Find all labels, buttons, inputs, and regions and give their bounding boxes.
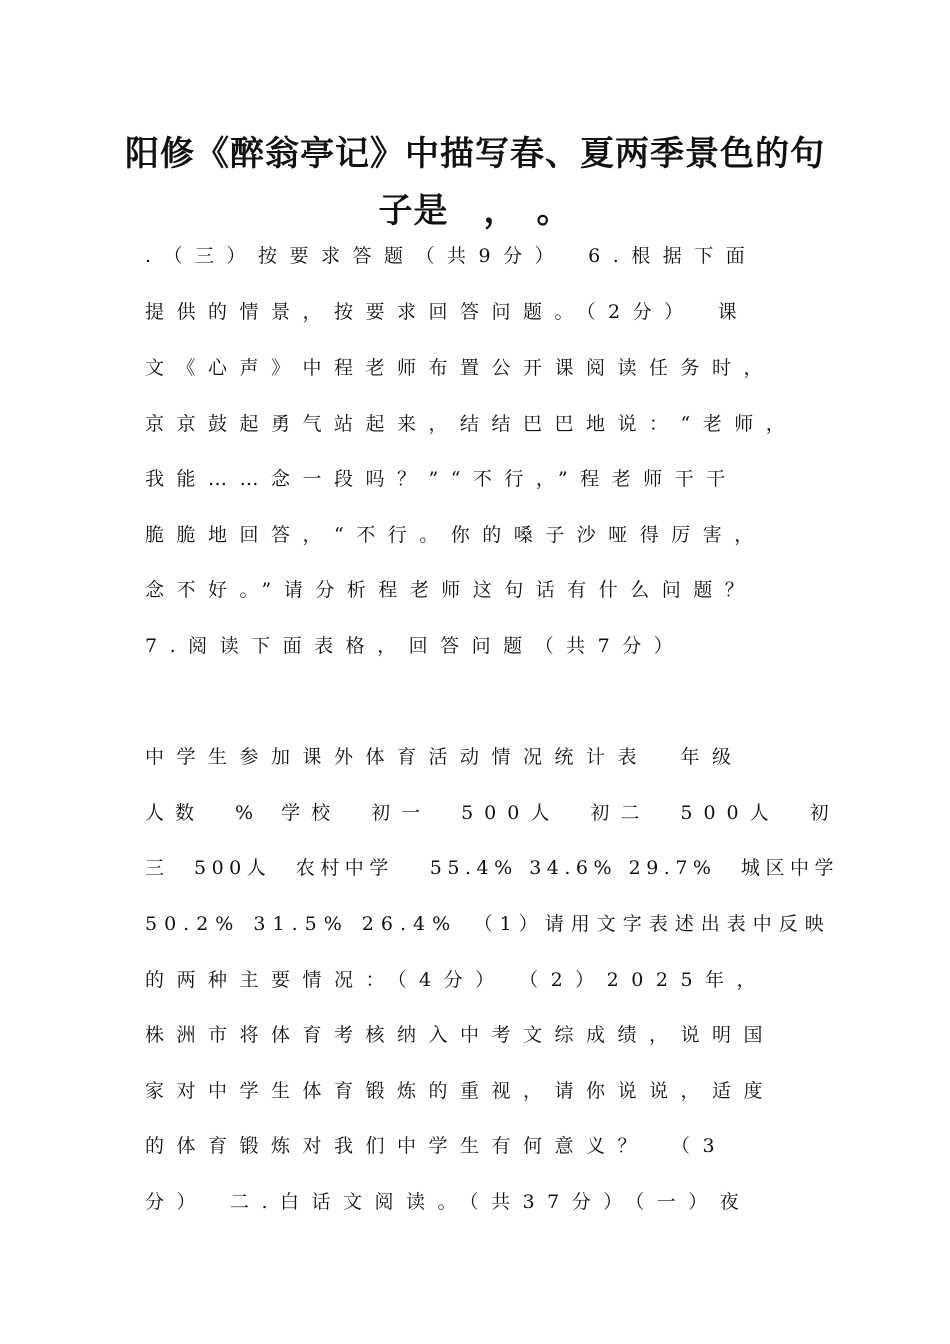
body-line-12: 50.2% 31.5% 26.4% （1）请用文字表述出表中反映 (145, 913, 831, 935)
body-line-13: 的两种主要情况：（4分） （2）2025年， (145, 969, 769, 991)
body-line-3: 文《心声》中程老师布置公开课阅读任务时， (145, 357, 776, 379)
body-line-1: .（三）按要求答题（共9分） 6.根据下面 (145, 245, 758, 267)
body-line-16: 的体育锻炼对我们中学生有何意义？ （3 (145, 1135, 728, 1157)
title-line-1: 阳修《醉翁亭记》中描写春、夏两季景色的句 (125, 134, 825, 174)
body-line-7: 念不好。”请分析程老师这句话有什么问题？ (145, 579, 757, 601)
body-line-11: 三 500人 农村中学 55.4% 34.6% 29.7% 城区中学 (145, 857, 839, 879)
body-line-17: 分） 二.白话文阅读。（共37分）（一）夜 (145, 1191, 752, 1213)
body-line-9: 中学生参加课外体育活动情况统计表 年级 (145, 746, 744, 768)
body-line-5: 我能……念一段吗？”“不行，”程老师干干 (145, 468, 738, 490)
body-line-6: 脆脆地回答，“不行。你的嗓子沙哑得厉害， (145, 524, 766, 546)
title-line-2: 子是 ， 。 (378, 191, 572, 231)
body-line-10: 人数 % 学校 初一 500人 初二 500人 初 (145, 802, 840, 824)
body-line-2: 提供的情景，按要求回答问题。（2分） 课 (145, 301, 750, 323)
body-line-4: 京京鼓起勇气站起来，结结巴巴地说：“老师， (145, 413, 798, 435)
body-line-8: 7.阅读下面表格，回答问题（共7分） (145, 635, 686, 657)
body-line-15: 家对中学生体育锻炼的重视，请你说说，适度 (145, 1080, 776, 1102)
body-line-14: 株洲市将体育考核纳入中考文综成绩，说明国 (145, 1024, 776, 1046)
